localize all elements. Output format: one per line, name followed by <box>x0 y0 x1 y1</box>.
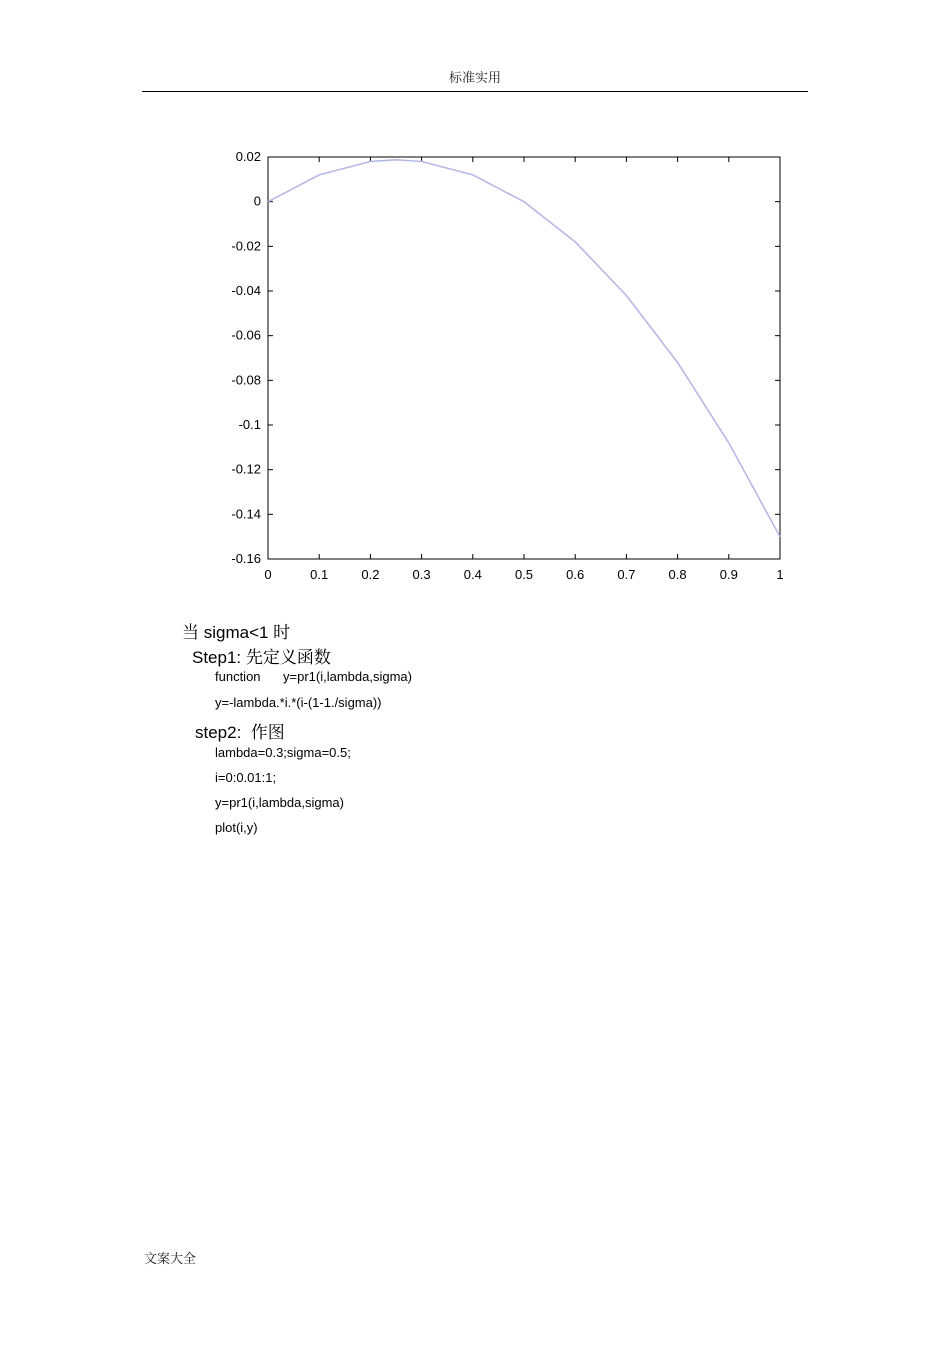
y-tick-label: -0.06 <box>231 327 261 343</box>
y-tick-label: -0.1 <box>238 417 261 432</box>
code-plot: plot(i,y) <box>215 820 258 835</box>
code-function-keyword: function <box>215 669 261 684</box>
code-params: lambda=0.3;sigma=0.5; <box>215 745 351 760</box>
chart-ticks <box>268 157 780 559</box>
x-tick-label: 0.6 <box>566 567 585 582</box>
page-header: 标准实用 <box>448 71 501 86</box>
x-tick-label: 0.4 <box>463 567 482 582</box>
step1-heading: Step1: 先定义函数 <box>192 648 331 667</box>
code-range: i=0:0.01:1; <box>215 770 277 785</box>
chart-series <box>268 160 780 537</box>
y-tick-label: -0.04 <box>231 283 261 298</box>
page-footer: 文案大全 <box>144 1252 197 1267</box>
code-call: y=pr1(i,lambda,sigma) <box>215 795 344 810</box>
x-tick-label: 0.9 <box>719 567 738 582</box>
y-tick-label: -0.02 <box>231 238 261 254</box>
line-chart <box>0 0 950 600</box>
y-tick-label: 0 <box>253 193 261 209</box>
y-tick-label: 0.02 <box>235 149 261 164</box>
x-tick-label: 0.8 <box>668 567 687 582</box>
x-tick-label: 1 <box>776 567 784 582</box>
plot-frame <box>268 157 780 559</box>
x-tick-label: 0.7 <box>617 567 636 582</box>
x-tick-label: 0.3 <box>412 567 431 582</box>
x-tick-label: 0.2 <box>361 567 380 582</box>
chart-tick-labels <box>231 149 783 582</box>
x-tick-label: 0.1 <box>310 567 329 582</box>
y-tick-label: -0.14 <box>231 506 261 522</box>
y-tick-label: -0.12 <box>231 461 261 477</box>
y-tick-label: -0.08 <box>231 372 261 388</box>
condition-heading: 当 sigma<1 时 <box>182 623 291 642</box>
code-function-body: y=-lambda.*i.*(i-(1-1./sigma)) <box>215 695 382 710</box>
series-line <box>268 160 780 537</box>
x-tick-label: 0 <box>264 567 272 582</box>
y-tick-label: -0.16 <box>231 551 261 566</box>
code-function-signature: y=pr1(i,lambda,sigma) <box>283 669 412 684</box>
step2-heading: step2: 作图 <box>195 723 285 742</box>
x-tick-label: 0.5 <box>514 567 534 582</box>
chart-frame <box>268 157 780 559</box>
